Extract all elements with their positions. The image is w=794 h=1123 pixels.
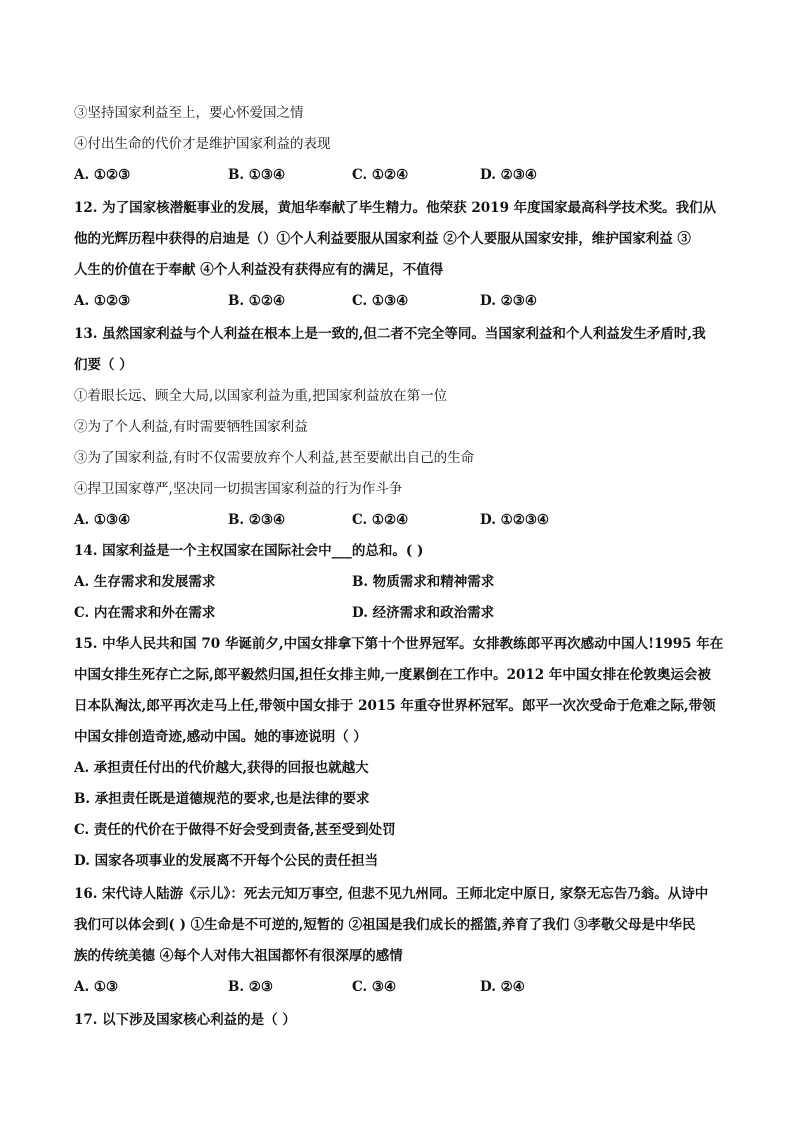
q14-option-c: C. 内在需求和外在需求	[74, 605, 216, 621]
q11-option-b: B. ①③④	[228, 167, 286, 183]
q11-option-d: D. ②③④	[480, 167, 537, 183]
q15-option-a: A. 承担责任付出的代价越大,获得的回报也就越大	[74, 760, 369, 776]
q13-option-b: B. ②③④	[228, 512, 286, 528]
q15-stem-line-2: 中国女排生死存亡之际,郎平毅然归国,担任女排主帅,一度累倒在工作中。2012 年中国女排在伦敦奥运会被	[74, 667, 711, 683]
q13-stem-line-1: 13. 虽然国家利益与个人利益在根本上是一致的,但二者不完全等同。当国家利益和个人利益发生矛盾时,我	[74, 326, 706, 342]
q12-stem-line-1: 12. 为了国家核潜艇事业的发展，黄旭华奉献了毕生精力。他荣获 2019 年度国家最高科学技术奖。我们从	[74, 200, 717, 216]
q12-option-a: A. ①②③	[74, 293, 131, 309]
q13-option-c: C. ①②④	[352, 512, 409, 528]
q16-stem-line-3: 族的传统美德 ④每个人对伟大祖国都怀有很深厚的感情	[74, 948, 403, 964]
q14-option-b: B. 物质需求和精神需求	[352, 574, 495, 590]
q15-option-b: B. 承担责任既是道德规范的要求,也是法律的要求	[74, 791, 370, 807]
q14-stem: 14. 国家利益是一个主权国家在国际社会中___的总和。( )	[74, 543, 424, 559]
q14-option-a: A. 生存需求和发展需求	[74, 574, 216, 590]
q17-stem: 17. 以下涉及国家核心利益的是（ ）	[74, 1012, 296, 1028]
q12-stem-line-2: 他的光辉历程中获得的启迪是（）①个人利益要服从国家利益 ②个人要服从国家安排，维护国家利益 ③	[74, 231, 691, 247]
q16-option-b: B. ②③	[228, 979, 274, 995]
q12-option-c: C. ①③④	[352, 293, 409, 309]
q11-option-a: A. ①②③	[74, 167, 131, 183]
q13-statement-3: ③为了国家利益,有时不仅需要放弃个人利益,甚至要献出自己的生命	[74, 450, 475, 466]
q15-stem-line-3: 日本队淘汰,郎平再次走马上任,带领中国女排于 2015 年重夺世界杯冠军。郎平一次次受命于危难之际,带领	[74, 698, 716, 714]
q11-statement-4: ④付出生命的代价才是维护国家利益的表现	[74, 136, 331, 152]
q16-option-c: C. ③④	[352, 979, 397, 995]
q14-option-d: D. 经济需求和政治需求	[352, 605, 495, 621]
q16-stem-line-2: 我们可以体会到( ) ①生命是不可逆的,短暂的 ②祖国是我们成长的摇篮,养育了我们 ③孝敬父母是中华民	[74, 917, 696, 933]
q15-stem-line-1: 15. 中华人民共和国 70 华诞前夕,中国女排拿下第十个世界冠军。女排教练郎平再次感动中国人!1995 年在	[74, 636, 724, 652]
q15-option-d: D. 国家各项事业的发展离不开每个公民的责任担当	[74, 853, 379, 869]
q11-statement-3: ③坚持国家利益至上，要心怀爱国之情	[74, 105, 304, 121]
q13-statement-2: ②为了个人利益,有时需要牺牲国家利益	[74, 419, 308, 435]
q12-option-d: D. ②③④	[480, 293, 537, 309]
q12-stem-line-3: 人生的价值在于奉献 ④个人利益没有获得应有的满足，不值得	[74, 262, 444, 278]
q15-option-c: C. 责任的代价在于做得不好会受到责备,甚至受到处罚	[74, 822, 396, 838]
q16-option-a: A. ①③	[74, 979, 119, 995]
q13-option-d: D. ①②③④	[480, 512, 550, 528]
q16-option-d: D. ②④	[480, 979, 525, 995]
q13-option-a: A. ①③④	[74, 512, 131, 528]
q16-stem-line-1: 16. 宋代诗人陆游《示儿》：死去元知万事空, 但悲不见九州同。王师北定中原日, 家祭无忘告乃翁。从诗中	[74, 886, 709, 902]
q15-stem-line-4: 中国女排创造奇迹,感动中国。她的事迹说明（ ）	[74, 729, 367, 745]
q12-option-b: B. ①②④	[228, 293, 286, 309]
q11-option-c: C. ①②④	[352, 167, 409, 183]
q13-statement-1: ①着眼长远、顾全大局,以国家利益为重,把国家利益放在第一位	[74, 388, 448, 404]
q13-statement-4: ④捍卫国家尊严,坚决同一切损害国家利益的行为作斗争	[74, 481, 403, 497]
q13-stem-line-2: 们要（ ）	[74, 357, 133, 373]
